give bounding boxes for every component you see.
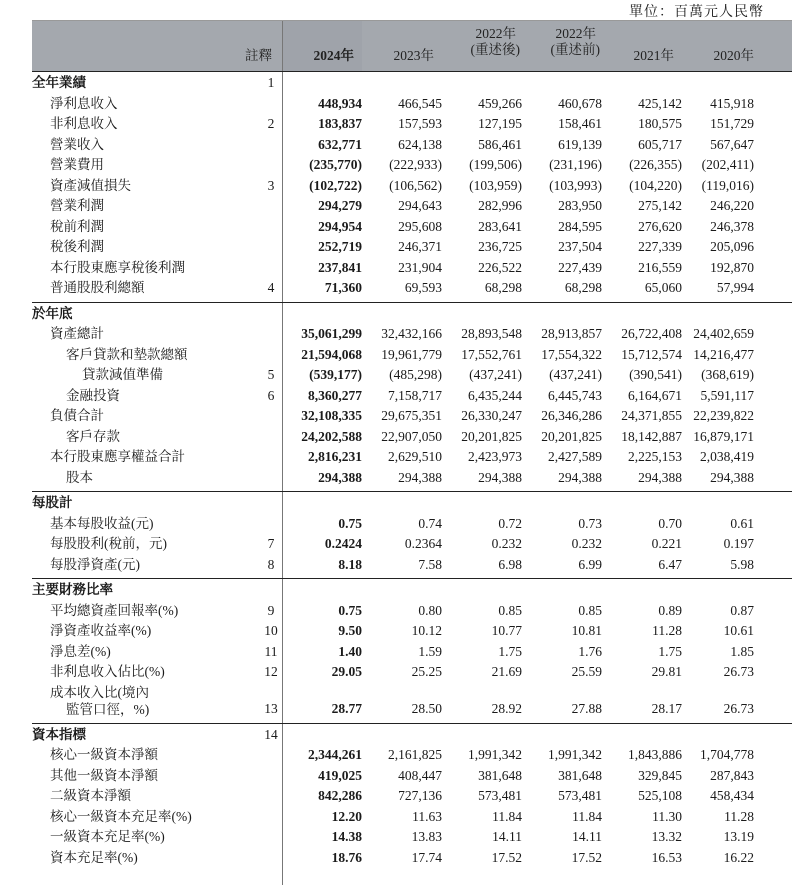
value-2023: 28.50 (411, 700, 442, 716)
value-2020: 0.61 (730, 515, 754, 531)
table-row (32, 196, 792, 217)
value-2022-restated: 381,648 (478, 767, 522, 783)
value-2022-original: 381,648 (558, 767, 602, 783)
table-row (32, 514, 792, 535)
value-2022-restated: 17,552,761 (461, 346, 522, 362)
value-2020: 415,918 (710, 95, 754, 111)
row-label: 二級資本淨額 (50, 788, 131, 803)
value-2022-original: 284,595 (558, 218, 602, 234)
value-2023: (222,933) (389, 157, 442, 172)
value-2021: 216,559 (638, 259, 682, 275)
table-row (32, 786, 792, 807)
header-2022-original-year: 2022年 (555, 26, 596, 41)
value-2021: 6,164,671 (628, 387, 682, 403)
table-row (32, 365, 792, 386)
table-row (32, 848, 792, 869)
row-label: 淨資產收益率(%) (50, 623, 152, 638)
value-2024: 632,771 (318, 136, 362, 152)
header-2024: 2024年 (313, 48, 354, 63)
value-2023: 157,593 (398, 116, 442, 131)
value-2022-restated: 0.232 (491, 536, 522, 551)
table-row (32, 468, 792, 489)
value-2020: 0.197 (723, 536, 754, 551)
row-label: 每股淨資產(元) (50, 556, 140, 572)
value-2022-original: 460,678 (558, 95, 602, 111)
value-2022-restated: 294,388 (478, 469, 522, 485)
value-2024: 294,279 (318, 198, 362, 213)
value-2022-restated: 226,522 (478, 259, 522, 275)
value-2024: 237,841 (318, 259, 362, 275)
value-2020: 246,378 (710, 218, 754, 234)
value-2023: 0.74 (418, 515, 442, 531)
value-2024: 448,934 (318, 95, 362, 111)
value-2020: 10.61 (723, 623, 754, 638)
value-2024: 18.76 (331, 849, 362, 865)
value-2024: 8,360,277 (308, 387, 362, 403)
table-row (32, 176, 792, 197)
value-2021: 227,339 (638, 239, 682, 254)
value-2022-original: 237,504 (558, 239, 602, 254)
value-2023: 2,629,510 (388, 449, 442, 464)
value-2023: 0.80 (418, 602, 442, 618)
row-note: 12 (264, 664, 278, 679)
row-label: 營業收入 (50, 136, 104, 152)
value-2020: (119,016) (701, 177, 754, 193)
row-note: 9 (267, 602, 275, 618)
value-2021: 29.81 (651, 664, 682, 679)
value-2023: 2,161,825 (388, 747, 442, 762)
value-2020: 294,388 (710, 469, 754, 485)
value-2024: 32,108,335 (301, 408, 362, 423)
table-row (32, 94, 792, 115)
row-label: 負債合計 (50, 408, 104, 423)
value-2020: 11.28 (724, 808, 754, 824)
value-2024: (539,177) (309, 367, 362, 382)
value-2022-restated: 283,641 (478, 218, 522, 234)
value-2020: 567,647 (710, 136, 754, 152)
value-2022-restated: 1.75 (498, 643, 522, 659)
value-2020: 22,239,822 (693, 408, 754, 423)
value-2022-original: 10.81 (571, 623, 602, 638)
unit-label: 單位：百萬元人民幣 (629, 5, 764, 20)
value-2020: 287,843 (710, 767, 754, 783)
value-2022-original: 158,461 (558, 116, 602, 131)
value-2022-restated: 17.52 (491, 849, 522, 865)
value-2022-original: (231,196) (549, 157, 602, 172)
value-2022-original: 25.59 (571, 664, 602, 679)
value-2023: 32,432,166 (381, 326, 442, 341)
value-2023: 295,608 (398, 218, 442, 234)
value-2022-original: (437,241) (549, 367, 602, 382)
value-2022-original: 294,388 (558, 469, 602, 485)
section (32, 578, 792, 723)
row-note: 13 (264, 700, 278, 716)
value-2022-original: 283,950 (558, 198, 602, 213)
value-2023: 22,907,050 (381, 428, 442, 444)
value-2024: 1.40 (338, 643, 362, 659)
value-2024: 419,025 (318, 767, 362, 783)
row-label: 資產減值損失 (50, 177, 131, 193)
header-2022-restated-note: (重述後) (470, 42, 520, 57)
value-2024: 14.38 (331, 829, 362, 844)
value-2020: 1,704,778 (700, 747, 754, 762)
section-title-row (32, 580, 792, 601)
value-2022-original: 6,445,743 (548, 387, 602, 403)
row-label-line2: 監管口徑，%) (66, 701, 150, 717)
section (32, 302, 792, 492)
value-2024: 183,837 (318, 116, 362, 131)
table-row (32, 827, 792, 848)
value-2023: 231,904 (398, 259, 442, 275)
value-2022-original: 6.99 (578, 556, 602, 572)
value-2022-original: 20,201,825 (541, 428, 602, 444)
value-2022-restated: (199,506) (469, 157, 522, 172)
value-2020: 192,870 (710, 259, 754, 275)
table-row (32, 555, 792, 576)
value-2022-restated: (437,241) (469, 367, 522, 382)
value-2021: 18,142,887 (621, 428, 682, 444)
value-2022-restated: 11.84 (492, 808, 522, 824)
value-2020: 16,879,171 (693, 428, 754, 444)
value-2024: 71,360 (324, 280, 362, 295)
row-label: 非利息收入 (50, 116, 118, 131)
table-row (32, 621, 792, 642)
row-label: 營業利潤 (50, 198, 104, 213)
value-2021: 294,388 (638, 469, 682, 485)
value-2021: 2,225,153 (628, 449, 682, 464)
row-label: 淨利息收入 (50, 95, 118, 111)
section-title: 主要財務比率 (32, 582, 113, 597)
value-2022-restated: 0.72 (498, 515, 522, 531)
value-2020: 1.85 (730, 643, 754, 659)
section-title-row (32, 493, 792, 514)
value-2022-original: 26,346,286 (541, 408, 602, 423)
value-2024: 2,344,261 (308, 747, 362, 762)
value-2022-restated: 10.77 (491, 623, 522, 638)
value-2020: 205,096 (710, 239, 754, 254)
table-row (32, 217, 792, 238)
value-2022-restated: 14.11 (492, 829, 522, 844)
section (32, 71, 792, 302)
value-2020: 2,038,419 (700, 449, 754, 464)
value-2021: (104,220) (629, 177, 682, 193)
value-2021: (390,541) (629, 367, 682, 382)
row-label: 淨息差(%) (50, 643, 111, 659)
value-2022-restated: 20,201,825 (461, 428, 522, 444)
value-2020: (202,411) (701, 157, 754, 172)
value-2022-original: 11.84 (572, 808, 602, 824)
table-row (32, 534, 792, 555)
row-note: 8 (267, 556, 275, 572)
value-2024: 8.18 (338, 556, 362, 572)
value-2022-original: 227,439 (558, 259, 602, 275)
value-2022-restated: 0.85 (498, 602, 522, 618)
value-2022-original: 17.52 (571, 849, 602, 865)
section-title: 於年底 (32, 305, 73, 321)
value-2021: 65,060 (644, 280, 682, 295)
value-2022-original: 27.88 (571, 700, 602, 716)
value-2020: (368,619) (701, 367, 754, 382)
value-2022-restated: 127,195 (478, 116, 522, 131)
value-2024: 12.20 (331, 808, 362, 824)
value-2023: 466,545 (398, 95, 442, 111)
table-row (32, 114, 792, 135)
row-label-line1: 成本收入比(境內 (50, 684, 149, 700)
table-row (32, 135, 792, 156)
value-2023: 294,388 (398, 469, 442, 485)
row-label: 核心一級資本充足率(%) (50, 808, 192, 824)
table-row (32, 278, 792, 299)
header-2020: 2020年 (713, 48, 754, 63)
value-2023: 0.2364 (404, 536, 442, 551)
value-2022-restated: 586,461 (478, 136, 522, 152)
row-label: 基本每股收益(元) (50, 515, 154, 531)
value-2023: 727,136 (398, 788, 442, 803)
value-2024: 0.2424 (324, 536, 362, 551)
row-label: 營業費用 (50, 157, 104, 172)
value-2021: 15,712,574 (621, 346, 682, 362)
value-2023: (106,562) (389, 177, 442, 193)
row-label: 其他一級資本淨額 (50, 767, 158, 783)
table-row (32, 745, 792, 766)
value-2021: 0.89 (658, 602, 682, 618)
value-2022-restated: 1,991,342 (468, 747, 522, 762)
table-row (32, 258, 792, 279)
value-2022-original: 573,481 (558, 788, 602, 803)
section-title: 資本指標 (32, 726, 86, 742)
row-label: 非利息收入佔比(%) (50, 664, 165, 679)
value-2020: 246,220 (710, 198, 754, 213)
section-title: 每股計 (32, 495, 73, 510)
value-2020: 0.87 (730, 602, 754, 618)
value-2023: 7.58 (418, 556, 442, 572)
table-row (32, 807, 792, 828)
row-label (50, 684, 149, 718)
value-2020: 151,729 (710, 116, 754, 131)
value-2022-restated: (103,959) (469, 177, 522, 193)
table-row (32, 386, 792, 407)
value-2021: 16.53 (651, 849, 682, 865)
value-2022-restated: 6,435,244 (468, 387, 522, 403)
value-2022-restated: 573,481 (478, 788, 522, 803)
value-2024: 28.77 (331, 700, 362, 716)
section-title-row (32, 73, 792, 94)
section (32, 723, 792, 872)
value-2020: 13.19 (723, 829, 754, 844)
table-row (32, 324, 792, 345)
table-row (32, 237, 792, 258)
header-note: 註釋 (245, 48, 272, 63)
financial-table (32, 71, 792, 871)
value-2024: 0.75 (338, 515, 362, 531)
value-2023: 19,961,779 (381, 346, 442, 362)
value-2021: 425,142 (638, 95, 682, 111)
value-2020: 26.73 (723, 700, 754, 716)
value-2024: 35,061,299 (301, 326, 362, 341)
row-label: 普通股股利總額 (50, 280, 145, 295)
value-2022-restated: 28,893,548 (461, 326, 522, 341)
row-note: 7 (267, 536, 275, 551)
value-2021: 525,108 (638, 788, 682, 803)
table-row (32, 427, 792, 448)
value-2021: 329,845 (638, 767, 682, 783)
value-2023: 7,158,717 (388, 387, 442, 403)
row-note: 10 (264, 623, 278, 638)
value-2024: 842,286 (318, 788, 362, 803)
value-2022-restated: 28.92 (491, 700, 522, 716)
row-label: 股本 (66, 469, 93, 485)
value-2022-original: 1,991,342 (548, 747, 602, 762)
value-2023: 246,371 (398, 239, 442, 254)
value-2024: 29.05 (331, 664, 362, 679)
section-title: 全年業績 (32, 75, 86, 90)
value-2020: 24,402,659 (693, 326, 754, 341)
value-2023: 13.83 (411, 829, 442, 844)
table-row (32, 345, 792, 366)
value-2022-original: 1.76 (578, 643, 602, 659)
value-2023: 29,675,351 (381, 408, 442, 423)
table-row (32, 406, 792, 427)
value-2021: 276,620 (638, 218, 682, 234)
value-2022-restated: 6.98 (498, 556, 522, 572)
row-label: 客戶貸款和墊款總額 (66, 346, 188, 362)
value-2024: 294,954 (318, 218, 362, 234)
value-2022-original: 17,554,322 (541, 346, 602, 362)
table-row (32, 662, 792, 683)
value-2023: 17.74 (411, 849, 442, 865)
row-label: 金融投資 (66, 387, 120, 403)
row-label: 客戶存款 (66, 428, 120, 444)
row-label: 平均總資產回報率(%) (50, 602, 179, 618)
value-2022-original: 0.85 (578, 602, 602, 618)
value-2020: 57,994 (716, 280, 754, 295)
value-2023: 10.12 (411, 623, 442, 638)
row-note: 11 (264, 643, 278, 659)
value-2024: 2,816,231 (308, 449, 362, 464)
value-2020: 5.98 (730, 556, 754, 572)
row-label: 一級資本充足率(%) (50, 829, 165, 844)
value-2022-original: 0.232 (571, 536, 602, 551)
header-2022-restated-year: 2022年 (475, 26, 516, 41)
row-label: 稅後利潤 (50, 239, 104, 254)
value-2022-restated: 21.69 (491, 664, 522, 679)
value-2020: 458,434 (710, 788, 754, 803)
value-2021: 13.32 (651, 829, 682, 844)
value-2021: 24,371,855 (621, 408, 682, 423)
row-label: 稅前利潤 (50, 218, 104, 234)
value-2021: 11.28 (652, 623, 682, 638)
value-2022-restated: 459,266 (478, 95, 522, 111)
value-2022-original: 68,298 (564, 280, 602, 295)
value-2022-original: 2,427,589 (548, 449, 602, 464)
value-2020: 14,216,477 (693, 346, 754, 362)
row-label: 核心一級資本淨額 (50, 747, 158, 762)
row-note: 4 (267, 280, 275, 295)
value-2024: 21,594,068 (301, 346, 362, 362)
value-2021: 1,843,886 (628, 747, 682, 762)
value-2022-original: 28,913,857 (541, 326, 602, 341)
table-row (32, 155, 792, 176)
value-2022-restated: 2,423,973 (468, 449, 522, 464)
value-2021: 26,722,408 (621, 326, 682, 341)
value-2021: (226,355) (629, 157, 682, 172)
table-row (32, 642, 792, 663)
row-note: 5 (267, 367, 275, 382)
value-2021: 11.30 (652, 808, 682, 824)
row-label: 資產總計 (50, 326, 104, 341)
section-note: 14 (264, 726, 278, 742)
value-2021: 0.221 (651, 536, 682, 551)
value-2023: (485,298) (389, 367, 442, 382)
value-2021: 605,717 (638, 136, 682, 152)
value-2022-original: 14.11 (572, 829, 602, 844)
header-2022-original-note: (重述前) (550, 42, 600, 57)
value-2021: 275,142 (638, 198, 682, 213)
value-2024: 294,388 (318, 469, 362, 485)
section (32, 491, 792, 578)
value-2022-restated: 26,330,247 (461, 408, 522, 423)
value-2024: 252,719 (318, 239, 362, 254)
table-row (32, 766, 792, 787)
value-2020: 16.22 (723, 849, 754, 865)
value-2023: 25.25 (411, 664, 442, 679)
value-2024: 9.50 (338, 623, 362, 638)
value-2021: 180,575 (638, 116, 682, 131)
row-label: 本行股東應享權益合計 (50, 449, 185, 464)
value-2021: 1.75 (658, 643, 682, 659)
value-2022-original: 619,139 (558, 136, 602, 152)
header-2023: 2023年 (393, 48, 434, 63)
value-2023: 1.59 (418, 643, 442, 659)
row-label: 本行股東應享稅後利潤 (50, 259, 185, 275)
value-2023: 408,447 (398, 767, 442, 783)
row-label: 每股股利(稅前，元) (50, 536, 167, 551)
value-2024: (102,722) (309, 177, 362, 193)
value-2023: 294,643 (398, 198, 442, 213)
value-2022-original: (103,993) (549, 177, 602, 193)
value-2024: (235,770) (309, 157, 362, 172)
value-2024: 0.75 (338, 602, 362, 618)
value-2023: 624,138 (398, 136, 442, 152)
value-2023: 69,593 (404, 280, 442, 295)
value-2020: 5,591,117 (700, 387, 754, 403)
row-label: 貸款減值準備 (82, 367, 163, 382)
value-2022-restated: 282,996 (478, 198, 522, 213)
value-2024: 24,202,588 (301, 428, 362, 444)
value-2020: 26.73 (723, 664, 754, 679)
header-2021: 2021年 (633, 48, 674, 63)
section-note: 1 (267, 75, 275, 90)
section-title-row (32, 304, 792, 325)
value-2022-restated: 68,298 (484, 280, 522, 295)
table-row (32, 601, 792, 622)
value-2021: 6.47 (658, 556, 682, 572)
section-title-row (32, 725, 792, 746)
row-note: 2 (267, 116, 275, 131)
row-note: 3 (267, 177, 275, 193)
table-row (32, 447, 792, 468)
table-row (32, 683, 792, 720)
value-2021: 0.70 (658, 515, 682, 531)
row-note: 6 (267, 387, 275, 403)
value-2023: 11.63 (412, 808, 442, 824)
value-2022-original: 0.73 (578, 515, 602, 531)
value-2021: 28.17 (651, 700, 682, 716)
row-label: 資本充足率(%) (50, 849, 138, 865)
value-2022-restated: 236,725 (478, 239, 522, 254)
